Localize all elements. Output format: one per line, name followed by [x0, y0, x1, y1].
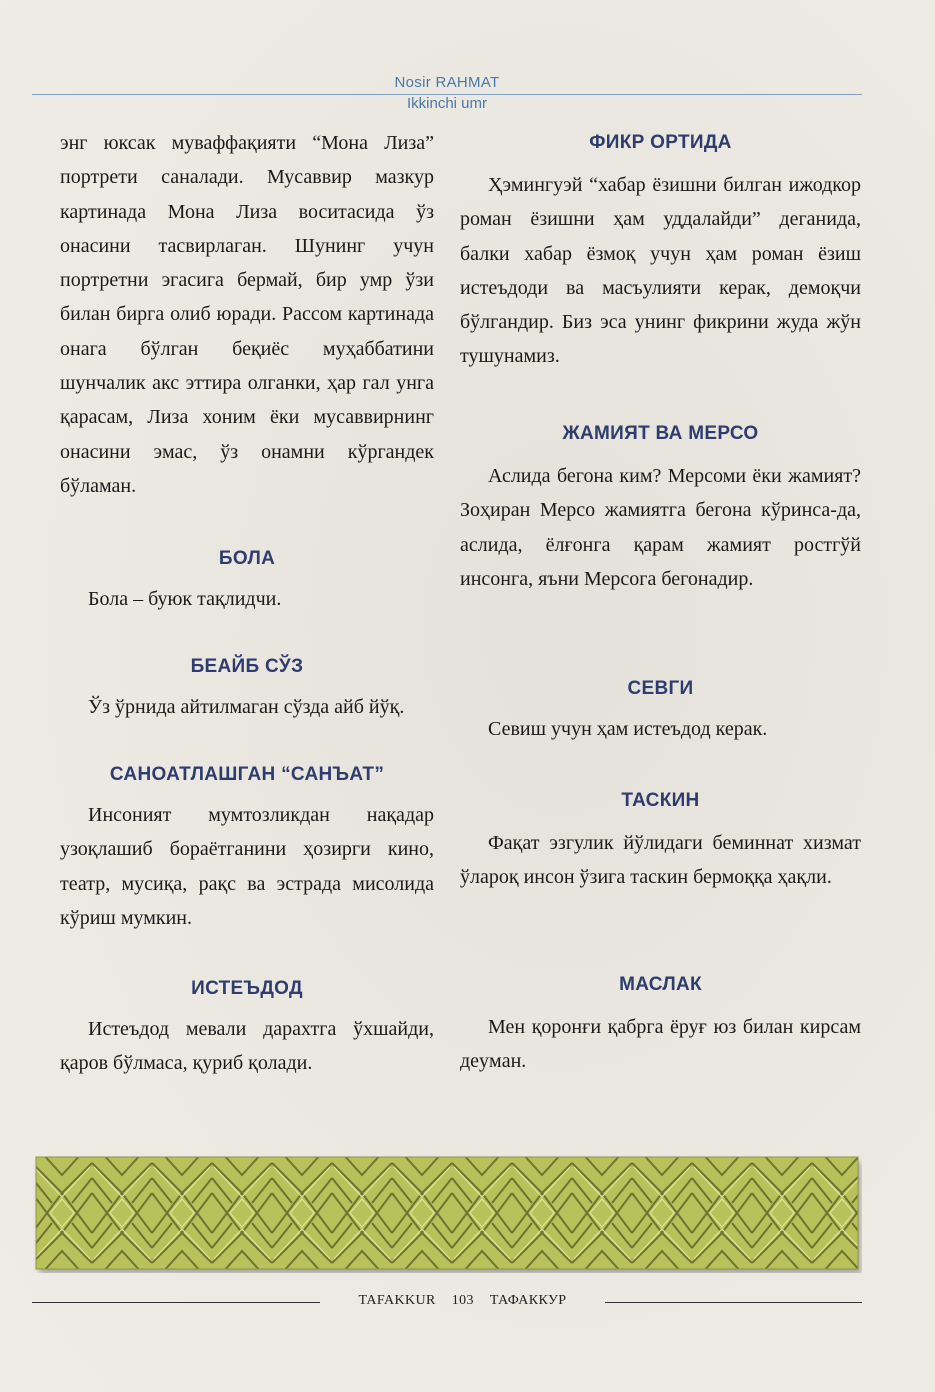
section-title-jamiyat-va-merso: ЖАМИЯТ ВА МЕРСО	[562, 423, 759, 444]
section-text-fikr-ortida: Ҳэмингуэй “хабар ёзишни билган ижодкор роман ёзишни ҳам уддалайди” деганида, балки хабар ёзмоқ учун ҳам роман ёзиш истеъдоди ва масъулияти керак, демоқчи бўлгандир. Биз эса унинг фикрини жуда жўн тушунамиз.	[460, 174, 861, 368]
footer-text	[320, 1293, 605, 1309]
section-text-beayb-soz: Ўз ўрнида айтилмаган сўзда айб йўқ.	[88, 696, 405, 718]
page-footer	[32, 1290, 862, 1314]
section-title-taskin: ТАСКИН	[621, 790, 700, 811]
footer-rule-right	[605, 1302, 862, 1303]
header-book-title: Ikkinchi umr	[406, 95, 488, 112]
section-title-maslak: МАСЛАК	[619, 974, 702, 995]
section-text-taskin: Фақат эзгулик йўлидаги беминнат хизмат ўлароқ инсон ўзига таскин бермоққа ҳақли.	[460, 832, 861, 889]
section-text-isteddod: Истеъдод мевали дарахтга ўхшайди, қаров бўлмаса, қуриб қолади.	[60, 1018, 434, 1075]
section-text-sanoatlashgan: Инсоният мумтозликдан нақадар узоқлашиб бораётганини ҳозирги кино, театр, мусиқа, рақс ва эстрада мисолида кўриш мумкин.	[60, 804, 434, 929]
section-text-jamiyat-va-merso: Аслида бегона ким? Мерсоми ёки жамият? Зоҳиран Мерсо жамиятга бегона кўринса-да, аслида, ёлғонга қарам жамият ростгўй инсонга, яъни Мерсога бегонадир.	[460, 465, 861, 590]
section-title-fikr-ortida: ФИКР ОРТИДА	[589, 132, 732, 153]
footer-journal-latin: TAFAKKUR	[358, 1293, 436, 1308]
header-author: Nosir RAHMAT	[394, 74, 500, 91]
section-title-sevgi: СЕВГИ	[627, 678, 694, 699]
intro-paragraph: энг юксак муваффақияти “Мона Лиза” портрети саналади. Мусаввир мазкур картинада Мона Лиза воситасида ўз онасини тасвирлаган. Шунинг учун портретни эгасига бермай, бир умр ўзи билан бирга олиб юради. Рассом картинада онага бўлган беқиёс муҳаббатини шунчалик акс эттира олганки, ҳар гал унга қарасам, Лиза хоним ёки мусаввирнинг онасини эмас, ўз онамни кўргандек бўламан.	[60, 132, 434, 497]
section-title-isteddod: ИСТЕЪДОД	[191, 978, 303, 999]
page-number: 103	[451, 1293, 474, 1308]
section-text-bola: Бола – буюк тақлидчи.	[88, 588, 282, 610]
section-title-beayb-soz: БЕАЙБ СЎЗ	[190, 656, 304, 677]
section-title-bola: БОЛА	[218, 548, 276, 569]
footer-rule-left	[32, 1302, 320, 1303]
decorative-ornament-band	[32, 1153, 862, 1273]
section-title-sanoatlashgan: САНОАТЛАШГАН “САНЪАТ”	[109, 764, 385, 785]
footer-journal-cyrillic: ТАФАККУР	[489, 1293, 567, 1308]
section-text-sevgi: Севиш учун ҳам истеъдод керак.	[488, 718, 768, 740]
section-text-maslak: Мен қоронғи қабрга ёруғ юз билан кирсам деyмaн.	[460, 1016, 861, 1073]
